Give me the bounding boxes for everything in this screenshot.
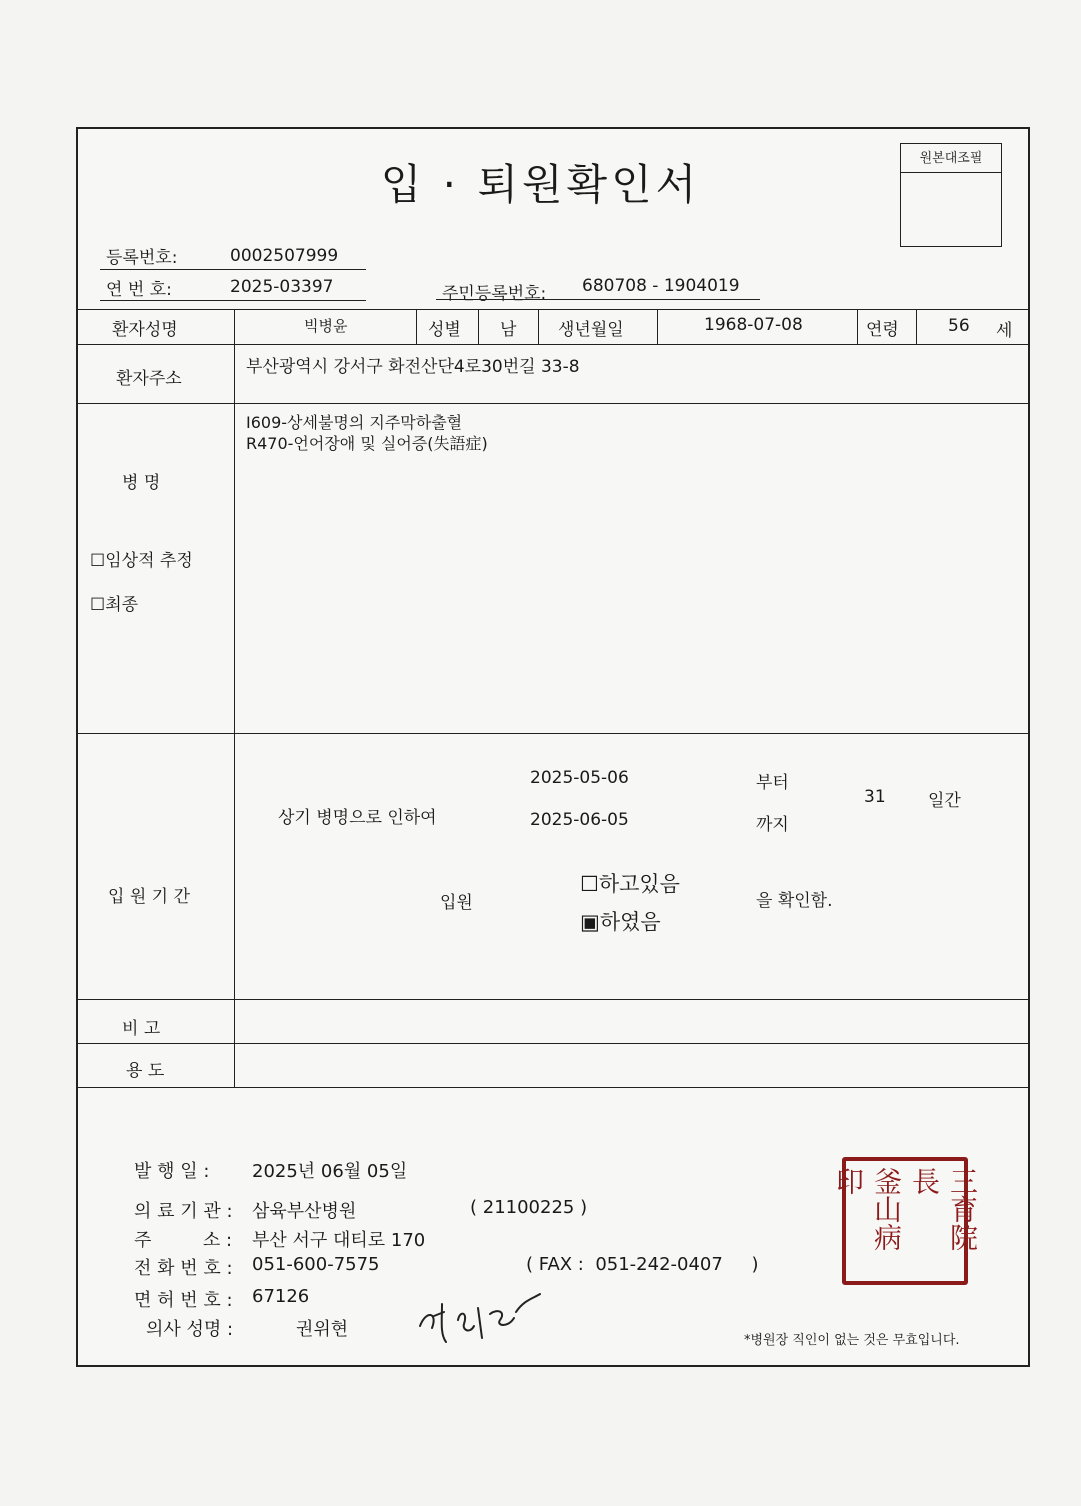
phone-value: 051-600-7575 [252, 1254, 380, 1275]
validity-notice: *병원장 직인이 없는 것은 무효입니다. [744, 1333, 960, 1348]
name-sex-divider [416, 309, 417, 344]
admission-days-unit: 일간 [928, 791, 961, 811]
reg-no-label: 등록번호: [106, 248, 178, 268]
row3-bottom-border [78, 733, 1029, 734]
dob-age-divider [857, 309, 858, 344]
row1-bottom-border [78, 344, 1029, 345]
label-column-divider [234, 309, 235, 1087]
admission-word: 입원 [440, 893, 473, 913]
remarks-label: 비 고 [122, 1019, 161, 1039]
admission-cause: 상기 병명으로 인하여 [278, 808, 437, 828]
institution-code: ( 21100225 ) [470, 1197, 588, 1218]
age-label: 연령 [866, 320, 899, 340]
admission-to-date: 2025-06-05 [530, 810, 629, 830]
admission-label: 입 원 기 간 [108, 887, 190, 907]
sex-label-divider [478, 309, 479, 344]
issue-date-label: 발 행 일 : [134, 1161, 210, 1182]
hospital-seal [832, 1157, 979, 1285]
dob-value: 1968-07-08 [704, 315, 803, 335]
original-copy-box [900, 143, 1002, 247]
final-option: ☐최종 [90, 595, 139, 615]
doctor-name: 권위현 [296, 1319, 349, 1340]
reg-no-value: 0002507999 [230, 246, 339, 266]
seal-glyphs: 三育院長 釜山病印 [832, 1167, 979, 1251]
institution-label: 의 료 기 관 : [134, 1201, 233, 1222]
original-copy-divider [901, 172, 1001, 173]
age-unit: 세 [996, 321, 1013, 341]
sex-dob-divider [538, 309, 539, 344]
admission-ongoing-option: ☐하고있음 [580, 872, 680, 896]
age-value: 56 [948, 316, 970, 336]
diagnosis-line-2: R470-언어장애 및 실어증(失語症) [246, 434, 488, 453]
row2-bottom-border [78, 403, 1029, 404]
admission-days: 31 [864, 787, 886, 807]
serial-value: 2025-03397 [230, 277, 334, 297]
doctor-signature [416, 1290, 546, 1350]
license-value: 67126 [252, 1286, 310, 1307]
patient-name-value: 빅병윤 [304, 317, 348, 335]
serial-label: 연 번 호: [106, 280, 172, 300]
doctor-label: 의사 성명 : [146, 1319, 234, 1340]
admission-confirm: 을 확인함. [756, 891, 833, 911]
table-bottom-border [78, 1087, 1029, 1088]
table-top-border [78, 309, 1029, 310]
diagnosis-line-1: I609-상세불명의 지주막하출혈 [246, 413, 463, 432]
issuer-address-value: 부산 서구 대티로 170 [252, 1230, 426, 1251]
fax-value: ( FAX : 051-242-0407 ) [526, 1254, 759, 1275]
sex-value: 남 [500, 320, 517, 340]
admission-from-word: 부터 [756, 773, 789, 793]
resident-no-label: 주민등록번호: [442, 284, 547, 304]
resident-no-value: 680708 - 1904019 [582, 276, 740, 296]
issuer-address-label: 주 소 : [134, 1230, 233, 1251]
diagnosis-label: 병 명 [122, 473, 161, 493]
sex-label: 성별 [428, 320, 461, 340]
institution-value: 삼육부산병원 [252, 1201, 357, 1222]
original-copy-label: 원본대조필 [919, 151, 983, 166]
phone-label: 전 화 번 호 : [134, 1258, 233, 1279]
admission-done-option: ▣하였음 [580, 910, 661, 934]
issue-date-value: 2025년 06월 05일 [252, 1161, 408, 1182]
age-label-divider [916, 309, 917, 344]
dob-label: 생년월일 [558, 320, 624, 340]
license-label: 면 허 번 호 : [134, 1290, 233, 1311]
document-title: 입 · 퇴원확인서 [380, 160, 701, 209]
serial-underline [100, 300, 366, 301]
address-label: 환자주소 [116, 369, 182, 389]
clinical-estimate-option: ☐임상적 추정 [90, 551, 193, 571]
patient-name-label: 환자성명 [112, 320, 178, 340]
address-value: 부산광역시 강서구 화전산단4로30번길 33-8 [246, 357, 580, 377]
row5-bottom-border [78, 1043, 1029, 1044]
usage-label: 용 도 [126, 1061, 165, 1081]
row4-bottom-border [78, 999, 1029, 1000]
resident-no-underline [436, 299, 760, 300]
admission-to-word: 까지 [756, 815, 789, 835]
dob-label-divider [657, 309, 658, 344]
admission-from-date: 2025-05-06 [530, 768, 629, 788]
reg-no-underline [100, 269, 366, 270]
